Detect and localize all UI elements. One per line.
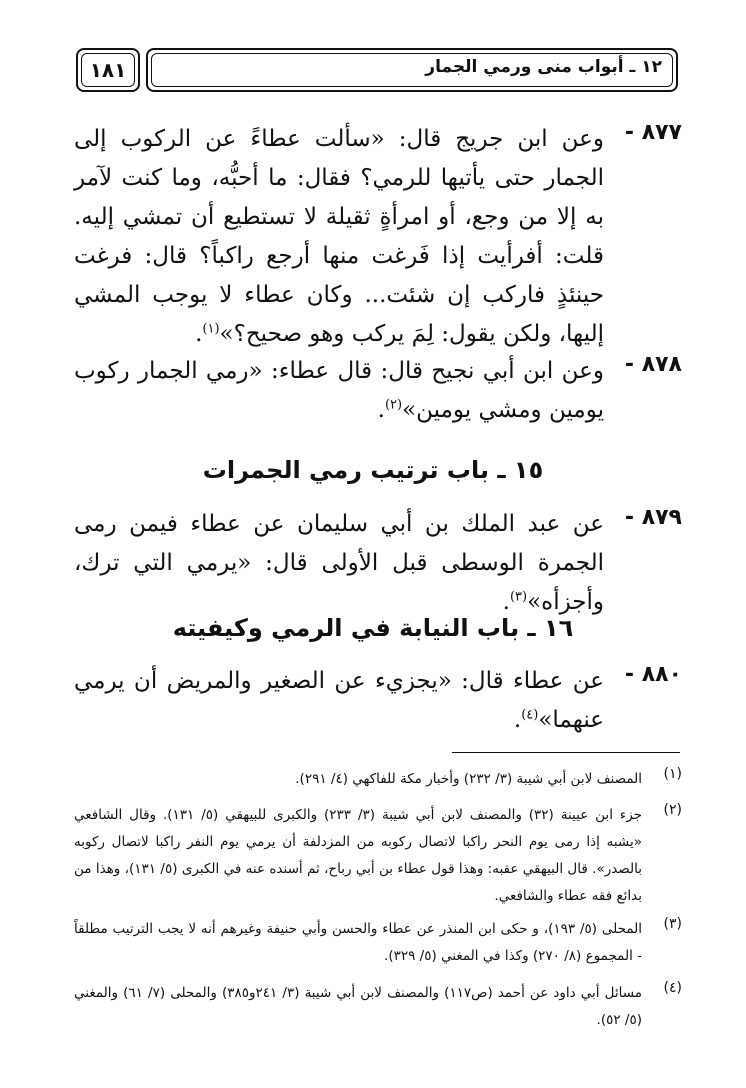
footnote-text: المحلى (٥/ ١٩٣)، و حكى ابن المنذر عن عطاء والحسن وأبي حنيفة وغيرهم أنه لا يجب الترتيب مطلقاً - المجموع (٨/ ٢٧٠) وكذا في المغني (٥/ ٣٢٩). [74, 921, 642, 964]
section-title-15: ١٥ ـ باب ترتيب رمي الجمرات [202, 456, 544, 484]
entry-number: ٨٧٨ - [624, 352, 682, 377]
footnote-ref: (٣) [509, 589, 528, 605]
entry-body: وعن ابن أبي نجيح قال: قال عطاء: «رمي الجمار ركوب يومين ومشي يومين» [74, 358, 604, 423]
footnote-number: (٤) [663, 980, 682, 996]
footnote-text: المصنف لابن أبي شيبة (٣/ ٢٣٢) وأخبار مكة للفاكهي (٤/ ٢٩١). [295, 771, 642, 787]
entry-body: عن عطاء قال: «يجزيء عن الصغير والمريض أن يرمي عنهما» [74, 668, 604, 733]
footnote-text: جزء ابن عيينة (٣٢) والمصنف لابن أبي شيبة (٣/ ٢٣٣) والكبرى للبيهقي (٥/ ١٣١). وقال الشافعي «يشبه إذا رمى يوم النحر راكبا لاتصال ركوبه من المزدلفة أن يرمي يوم النفر راكبا لاتصال ركوبه بالصدر». قال البيهقي عقبه: وهذا قول عطاء بن أبي رباح، ثم أسنده عنه في الكبرى (٥/ ١٣١)، وهذا من بدائع فقه عطاء والشافعي. [74, 807, 643, 904]
footnote-text: مسائل أبي داود عن أحمد (ص١١٧) والمصنف لابن أبي شيبة (٣/ ٢٤١و٣٨٥) والمحلى (٧/ ٦١) والمغني (٥/ ٥٢). [74, 985, 642, 1028]
entry-text: عن عبد الملك بن أبي سليمان عن عطاء فيمن رمى الجمرة الوسطى قبل الأولى قال: «يرمي التي ترك، وأجزأه»$^{(٣)}$. [74, 511, 604, 615]
footnote-number: (٢) [663, 802, 682, 818]
chapter-title-frame [146, 48, 678, 92]
footnote-ref: (٢) [384, 397, 403, 413]
page-number-frame [76, 48, 140, 92]
entry-number: ٨٧٩ - [624, 505, 682, 530]
footnote-divider [452, 752, 680, 753]
footnote-ref: (١) [202, 321, 220, 337]
entry-body: عن عبد الملك بن أبي سليمان عن عطاء فيمن رمى الجمرة الوسطى قبل الأولى قال: «يرمي التي ترك، وأجزأه» [74, 511, 604, 615]
footnote-ref: (٤) [521, 707, 539, 723]
entry-body: وعن ابن جريج قال: «سألت عطاءً عن الركوب إلى الجمار حتى يأتيها للرمي؟ فقال: ما أحبُّه، وما كنت لآمر به إلا من وجع، أو امرأةٍ ثقيلة لا تستطيع أن تمشي إليه. قلت: أفرأيت إذا فَرغت منها أرجع راكباً؟ قال: فرغت حينئذٍ فاركب إن شئت... وكان عطاء لا يوجب المشي إليها، ولكن يقول: لِمَ يركب وهو صحيح؟» [74, 126, 604, 347]
footnote-number: (٣) [663, 916, 682, 932]
entry-text: وعن ابن جريج قال: «سألت عطاءً عن الركوب إلى الجمار حتى يأتيها للرمي؟ فقال: ما أحبُّه، وما كنت لآمر به إلا من وجع، أو امرأةٍ ثقيلة لا تستطيع أن تمشي إليه. قلت: أفرأيت إذا فَرغت منها أرجع راكباً؟ قال: فرغت حينئذٍ فاركب إن شئت... وكان عطاء لا يوجب المشي إليها، ولكن يقول: لِمَ يركب وهو صحيح؟»$^{(١)}$. [74, 126, 604, 347]
page-header [76, 48, 678, 98]
page-number: ١٨١ [89, 58, 127, 82]
footnote-number: (١) [663, 766, 682, 782]
entry-text: وعن ابن أبي نجيح قال: قال عطاء: «رمي الجمار ركوب يومين ومشي يومين»$^{(٢)}$. [74, 358, 604, 423]
entry-number: ٨٨٠ - [624, 662, 682, 687]
section-title-16: ١٦ ـ باب النيابة في الرمي وكيفيته [172, 614, 574, 642]
entry-number: ٨٧٧ - [624, 120, 682, 145]
entry-text: عن عطاء قال: «يجزيء عن الصغير والمريض أن يرمي عنهما»$^{(٤)}$. [74, 668, 604, 733]
chapter-title: ١٢ ـ أبواب منى ورمي الجمار [425, 57, 662, 77]
